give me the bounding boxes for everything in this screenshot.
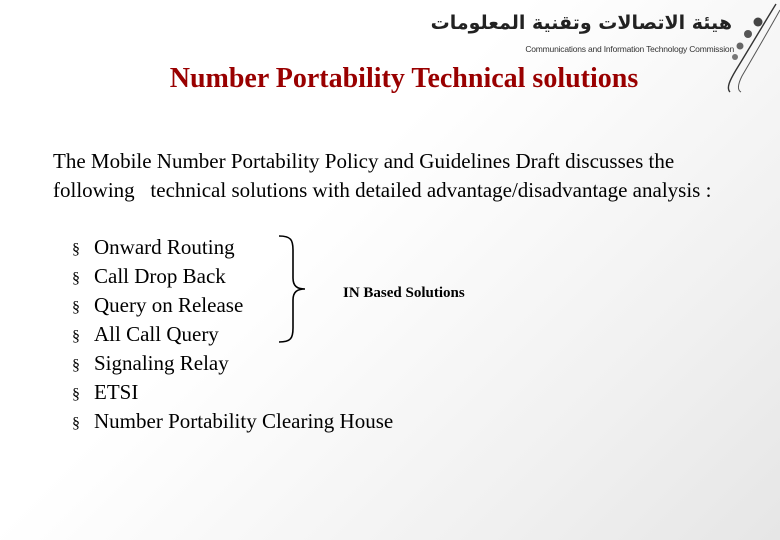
- logo-english-text: Communications and Information Technology Commission: [525, 44, 734, 54]
- bullet-text: Onward Routing: [94, 235, 235, 259]
- list-item: [72, 407, 393, 436]
- bullet-text: Signaling Relay: [94, 351, 229, 375]
- bullet-text: All Call Query: [94, 322, 219, 346]
- bullet-marker: §: [72, 270, 80, 287]
- bullet-text: Query on Release: [94, 293, 244, 317]
- bullet-marker: §: [72, 386, 80, 403]
- right-brace-icon: [277, 234, 307, 344]
- logo-arabic-text: هيئة الاتصالات وتقنية المعلومات: [430, 12, 732, 34]
- bullet-marker: §: [72, 299, 80, 316]
- bullet-marker: §: [72, 357, 80, 374]
- bullet-marker: §: [72, 241, 80, 258]
- bullet-text: Call Drop Back: [94, 264, 226, 288]
- list-item: [72, 233, 393, 262]
- list-item: [72, 320, 393, 349]
- list-item: [72, 378, 393, 407]
- bullet-list: [72, 233, 393, 436]
- intro-paragraph: The Mobile Number Portability Policy and Guidelines Draft discusses the following technical solutions with detailed advantage/disadvantage analysis :: [53, 149, 712, 202]
- slide-title: Number Portability Technical solutions: [169, 63, 639, 94]
- bullet-text: ETSI: [94, 380, 139, 404]
- in-based-solutions-label: IN Based Solutions: [343, 285, 465, 301]
- bullet-marker: §: [72, 415, 80, 432]
- bullet-text: Number Portability Clearing House: [94, 409, 394, 433]
- list-item: [72, 349, 393, 378]
- bullet-marker: §: [72, 328, 80, 345]
